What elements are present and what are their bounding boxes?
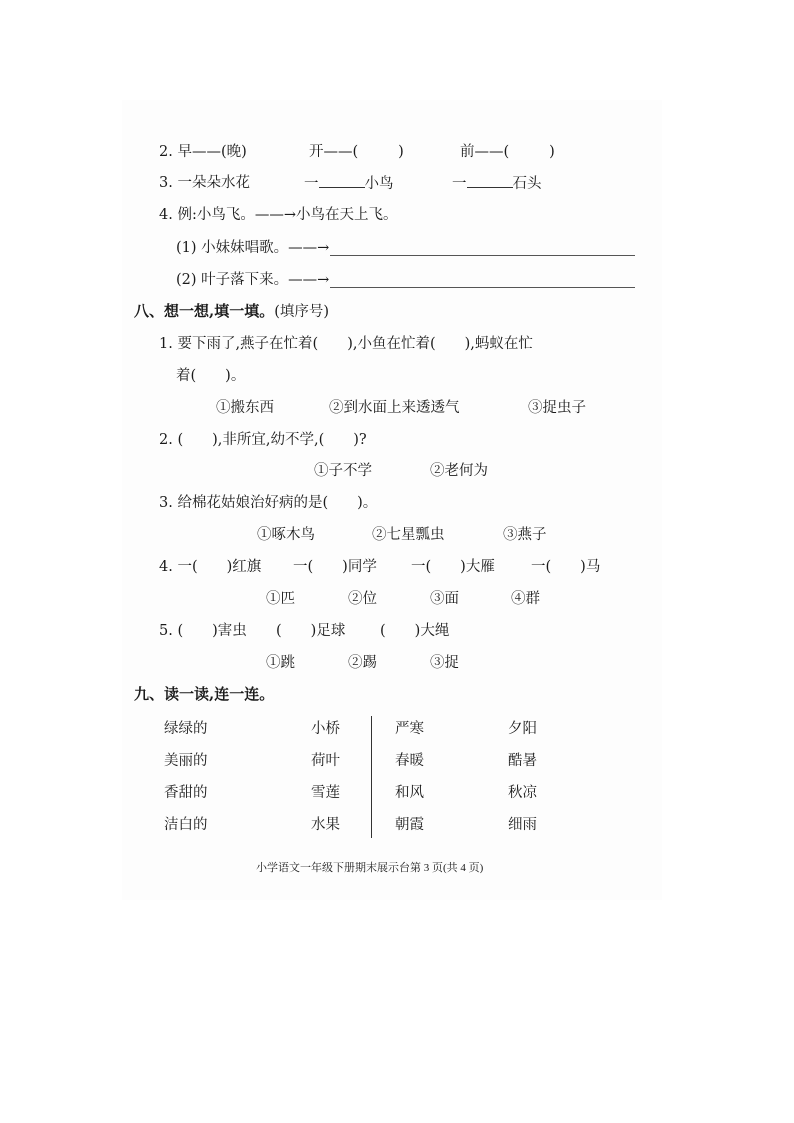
s8-q1-line2: 着( )。 — [176, 368, 246, 384]
column-divider — [371, 716, 372, 838]
match-right2-1[interactable]: 夕阳 — [508, 721, 537, 737]
s8-q1-option-1: ①搬东西 — [216, 400, 274, 416]
match-left-3[interactable]: 香甜的 — [164, 785, 208, 801]
q2-antonym-front: 前——( ) — [460, 144, 555, 160]
s8-q3-option-3: ③燕子 — [503, 527, 547, 543]
s8-q3-line: 3. 给棉花姑娘治好病的是( )。 — [159, 495, 378, 511]
q3-measure-example: 3. 一朵朵水花 — [159, 175, 250, 191]
s8-q5-rope: ( )大绳 — [380, 623, 450, 639]
s8-q2-line: 2. ( ),非所宜,幼不学,( )? — [159, 432, 367, 448]
match-right2-2[interactable]: 酷暑 — [508, 753, 537, 769]
s8-q4-option-2: ②位 — [348, 591, 377, 607]
q4-answer-line-1[interactable] — [330, 255, 635, 256]
match-mid-1[interactable]: 小桥 — [311, 721, 340, 737]
match-right1-2[interactable]: 春暖 — [395, 753, 424, 769]
s8-q1-option-2: ②到水面上来透透气 — [329, 400, 460, 416]
s8-q4-option-3: ③面 — [430, 591, 459, 607]
q4-answer-line-2[interactable] — [330, 287, 635, 288]
s8-q1-line1: 1. 要下雨了,燕子在忙着( ),小鱼在忙着( ),蚂蚁在忙 — [159, 336, 533, 352]
match-mid-3[interactable]: 雪莲 — [311, 785, 340, 801]
s8-q2-option-1: ①子不学 — [314, 463, 372, 479]
s8-q5-option-3: ③捉 — [430, 655, 459, 671]
match-left-2[interactable]: 美丽的 — [164, 753, 208, 769]
q3-measure-bird[interactable]: 一 小鸟 — [304, 173, 394, 194]
section-9-heading: 九、读一读,连一连。 — [134, 685, 275, 703]
s8-q5-pests: 5. ( )害虫 — [159, 623, 247, 639]
q2-antonym-example: 2. 早——(晚) — [159, 144, 247, 160]
s8-q4-option-1: ①匹 — [266, 591, 295, 607]
s8-q4-geese: 一( )大雁 — [411, 559, 495, 575]
s8-q4-horse: 一( )马 — [531, 559, 601, 575]
match-left-4[interactable]: 洁白的 — [164, 817, 208, 833]
s8-q4-red-flag: 4. 一( )红旗 — [159, 559, 262, 575]
q4-sentence-example: 4. 例:小鸟飞。——→小鸟在天上飞。 — [159, 207, 398, 223]
s8-q4-classmate: 一( )同学 — [293, 559, 377, 575]
s8-q4-option-4: ④群 — [511, 591, 540, 607]
page-footer: 小学语文一年级下册期末展示台第 3 页(共 4 页) — [256, 862, 484, 874]
q3-measure-stone[interactable]: 一 石头 — [452, 173, 542, 194]
match-mid-2[interactable]: 荷叶 — [311, 753, 340, 769]
q4-sentence-2: (2) 叶子落下来。——→ — [176, 272, 330, 288]
match-right1-3[interactable]: 和风 — [395, 785, 424, 801]
match-right1-4[interactable]: 朝霞 — [395, 817, 424, 833]
section-8-heading: 八、想一想,填一填。(填序号) — [134, 302, 330, 320]
s8-q5-option-1: ①跳 — [266, 655, 295, 671]
q2-antonym-open: 开——( ) — [309, 144, 404, 160]
s8-q3-option-1: ①啄木鸟 — [257, 527, 315, 543]
q4-sentence-1: (1) 小妹妹唱歌。——→ — [176, 240, 330, 256]
s8-q1-option-3: ③捉虫子 — [528, 400, 586, 416]
s8-q5-option-2: ②踢 — [348, 655, 377, 671]
match-right2-3[interactable]: 秋凉 — [508, 785, 537, 801]
s8-q5-football: ( )足球 — [276, 623, 346, 639]
s8-q2-option-2: ②老何为 — [430, 463, 488, 479]
match-mid-4[interactable]: 水果 — [311, 817, 340, 833]
match-right2-4[interactable]: 细雨 — [508, 817, 537, 833]
s8-q3-option-2: ②七星瓢虫 — [372, 527, 445, 543]
match-left-1[interactable]: 绿绿的 — [164, 721, 208, 737]
match-right1-1[interactable]: 严寒 — [395, 721, 424, 737]
